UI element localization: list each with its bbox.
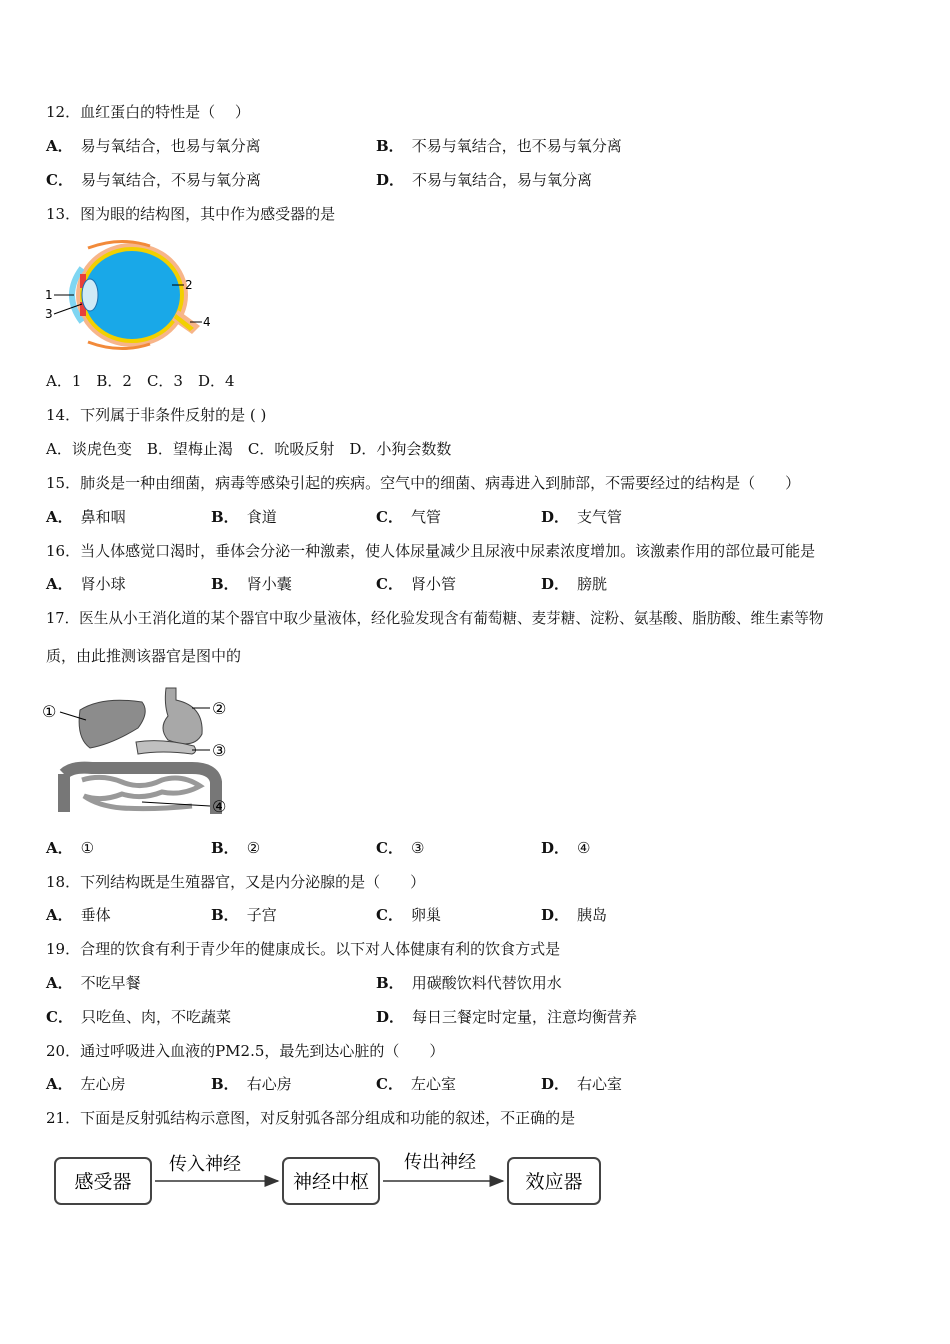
stomach — [163, 688, 202, 744]
q15-option-d[interactable]: D． 支气管 — [541, 508, 623, 526]
eye-label-1: 1 — [45, 288, 53, 302]
q18-stem: 18．下列结构既是生殖器官，又是内分泌腺的是（ ） — [46, 873, 426, 891]
q19-stem: 19．合理的饮食有利于青少年的健康成长。以下对人体健康有利的饮食方式是 — [46, 940, 561, 958]
q17-stem-line2: 质，由此推测该器官是图中的 — [46, 647, 242, 665]
eye-structure-figure — [40, 238, 220, 358]
q18-option-b[interactable]: B． 子宫 — [211, 906, 277, 924]
q12-option-b[interactable]: B． 不易与氧结合，也不易与氧分离 — [376, 137, 622, 155]
q19-option-a[interactable]: A． 不吃早餐 — [46, 974, 141, 992]
effector-label: 效应器 — [525, 1171, 583, 1193]
q13-stem: 13．图为眼的结构图，其中作为感受器的是 — [46, 205, 336, 223]
afferent-label: 传入神经 — [169, 1154, 241, 1175]
q14-options[interactable]: A．谈虎色变 B．望梅止渴 C．吮吸反射 D．小狗会数数 — [46, 440, 452, 458]
q19-option-d[interactable]: D． 每日三餐定时定量，注意均衡营养 — [376, 1008, 638, 1026]
q18-option-a[interactable]: A． 垂体 — [46, 906, 111, 924]
q16-option-a[interactable]: A． 肾小球 — [46, 575, 126, 593]
q12-option-c[interactable]: C． 易与氧结合，不易与氧分离 — [46, 171, 261, 189]
q17-option-c[interactable]: C． ③ — [376, 839, 425, 857]
eye-lens — [82, 279, 98, 311]
digestive-label-4: ④ — [212, 797, 227, 816]
q19-option-c[interactable]: C． 只吃鱼、肉，不吃蔬菜 — [46, 1008, 231, 1026]
digestive-label-3: ③ — [212, 741, 227, 760]
liver — [79, 700, 145, 748]
q17-option-a[interactable]: A． ① — [46, 839, 95, 857]
q17-option-d[interactable]: D． ④ — [541, 839, 591, 857]
eye-label-3: 3 — [45, 307, 53, 321]
q15-option-b[interactable]: B． 食道 — [211, 508, 277, 526]
q20-stem: 20．通过呼吸进入血液的PM2.5，最先到达心脏的（ ） — [46, 1042, 445, 1060]
nerve-center-label: 神经中枢 — [292, 1171, 370, 1193]
reflex-arc-diagram — [50, 1146, 610, 1212]
q18-option-d[interactable]: D． 胰岛 — [541, 906, 608, 924]
q15-option-c[interactable]: C． 气管 — [376, 508, 441, 526]
digestive-label-2: ② — [212, 699, 227, 718]
q15-stem: 15．肺炎是一种由细菌，病毒等感染引起的疾病。空气中的细菌、病毒进入到肺部，不需要经过的结构是（ ） — [46, 474, 801, 492]
q21-stem: 21．下面是反射弧结构示意图，对反射弧各部分组成和功能的叙述，不正确的是 — [46, 1109, 576, 1127]
q15-option-a[interactable]: A． 鼻和咽 — [46, 508, 126, 526]
q17-stem-line1: 17．医生从小王消化道的某个器官中取少量液体，经化验发现含有葡萄糖、麦芽糖、淀粉、氨基酸、脂肪酸、维生素等物 — [46, 610, 824, 627]
q17-option-b[interactable]: B． ② — [211, 839, 261, 857]
q20-option-a[interactable]: A． 左心房 — [46, 1075, 126, 1093]
q18-option-c[interactable]: C． 卵巢 — [376, 906, 441, 924]
q13-options[interactable]: A．1 B．2 C．3 D．4 — [46, 372, 235, 390]
q16-option-b[interactable]: B． 肾小囊 — [211, 575, 292, 593]
q12-option-a[interactable]: A． 易与氧结合，也易与氧分离 — [46, 137, 261, 155]
q20-option-b[interactable]: B． 右心房 — [211, 1075, 292, 1093]
q16-stem: 16．当人体感觉口渴时，垂体会分泌一种激素，使人体尿量减少且尿液中尿素浓度增加。该激素作用的部位最可能是 — [46, 542, 816, 560]
q16-option-c[interactable]: C． 肾小管 — [376, 575, 456, 593]
digestive-system-figure — [42, 682, 242, 818]
q19-option-b[interactable]: B． 用碳酸饮料代替饮用水 — [376, 974, 562, 992]
eye-label-2: 2 — [185, 278, 193, 292]
receptor-label: 感受器 — [74, 1171, 132, 1193]
q20-option-d[interactable]: D． 右心室 — [541, 1075, 623, 1093]
digestive-label-1: ① — [42, 702, 57, 721]
efferent-label: 传出神经 — [404, 1152, 476, 1173]
q12-stem: 12．血红蛋白的特性是（ ） — [46, 103, 250, 121]
q14-stem: 14．下列属于非条件反射的是 ( ) — [46, 406, 267, 424]
q12-option-d[interactable]: D． 不易与氧结合，易与氧分离 — [376, 171, 593, 189]
q20-option-c[interactable]: C． 左心室 — [376, 1075, 456, 1093]
q16-option-d[interactable]: D． 膀胱 — [541, 575, 608, 593]
eye-label-4: 4 — [203, 315, 211, 329]
